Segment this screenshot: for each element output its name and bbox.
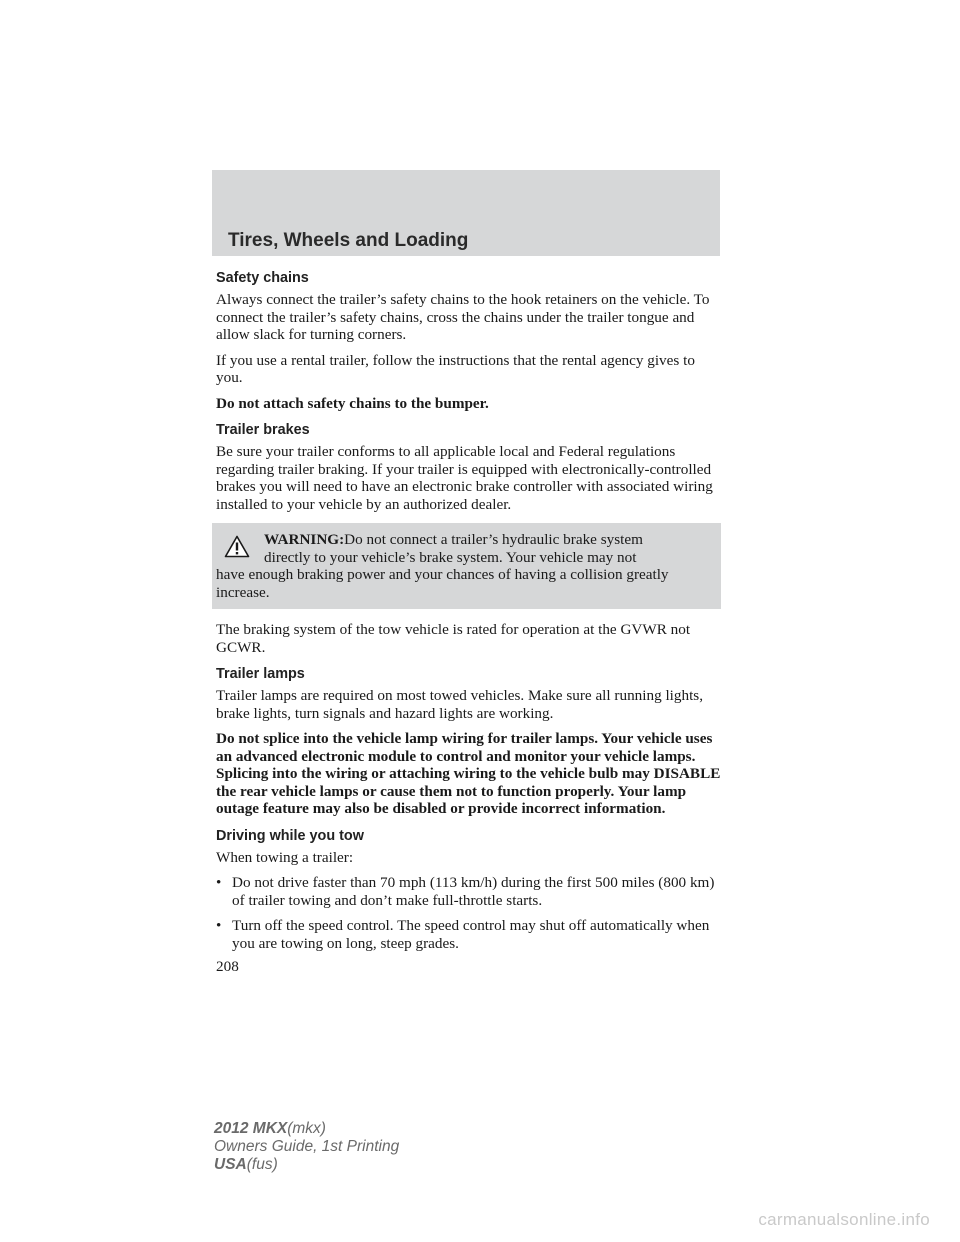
footer-line-3: USA(fus) [214,1156,278,1173]
driving-section [216,828,721,953]
trailer-brakes-heading: Trailer brakes [216,422,310,438]
list-item: • Turn off the speed control. The speed control may shut off automatically when you are towing on long, steep grades. [216,917,710,952]
safety-chains-paragraph-2: If you use a rental trailer, follow the instructions that the rental agency gives to you. [216,351,695,386]
trailer-lamps-paragraph-1: Trailer lamps are required on most towed vehicles. Make sure all running lights, brake lights, turn signals and hazard lights are working. [216,687,704,722]
warning-line-2: directly to your vehicle’s brake system. Your vehicle may not [264,548,637,566]
print-footer [214,1120,399,1174]
safety-chains-paragraph-1: Always connect the trailer’s safety chains to the hook retainers on the vehicle. To connect the trailer’s safety chains, cross the chains under the trailer tongue and allow slack for turning corners. [216,291,710,343]
trailer-lamps-section [216,666,721,818]
driving-bullet-list [216,874,721,952]
trailer-brakes-section [216,422,721,656]
warning-rest: have enough braking power and your chances of having a collision greatly increase. [216,566,669,601]
bullet-icon: • [216,917,222,934]
warning-label: WARNING: [264,531,345,548]
trailer-brakes-paragraph-1: Be sure your trailer conforms to all applicable local and Federal regulations regarding trailer braking. If your trailer is equipped with electronically-controlled brakes you will need to have an electronic brake controller with associated wiring installed to your vehicle by an authorized dealer. [216,443,713,513]
warning-box [212,523,721,609]
list-item: • Do not drive faster than 70 mph (113 km/h) during the first 500 miles (800 km) of trailer towing and don’t make full-throttle starts. [216,874,715,909]
bullet-icon: • [216,874,222,891]
watermark: carmanualsonline.info [758,1210,930,1229]
page-content [216,270,721,976]
footer-line-1: 2012 MKX(mkx) [214,1120,326,1137]
page-number: 208 [216,958,239,975]
warning-first-line [216,531,713,549]
trailer-lamps-heading: Trailer lamps [216,666,305,682]
driving-heading: Driving while you tow [216,827,364,844]
section-header [212,170,720,256]
driving-intro: When towing a trailer: [216,848,354,866]
safety-chains-heading: Safety chains [216,270,309,286]
section-title: Tires, Wheels and Loading [228,230,469,251]
warning-triangle-icon [224,535,250,558]
trailer-brakes-paragraph-2: The braking system of the tow vehicle is rated for operation at the GVWR not GCWR. [216,621,691,656]
safety-chains-section [216,270,721,412]
trailer-lamps-bold-note: Do not splice into the vehicle lamp wiring for trailer lamps. Your vehicle uses an advanced electronic module to control and monitor your vehicle lamps. Splicing into the wiring or attaching wiring to the vehicle bulb may DISABLE the rear vehicle lamps or cause them not to function properly. Your lamp outage feature may also be disabled or provide incorrect information. [216,730,721,817]
warning-line-1: Do not connect a trailer’s hydraulic brake system [344,531,643,548]
footer-line-2: Owners Guide, 1st Printing [214,1138,400,1155]
safety-chains-bold-note: Do not attach safety chains to the bumper. [216,394,489,412]
